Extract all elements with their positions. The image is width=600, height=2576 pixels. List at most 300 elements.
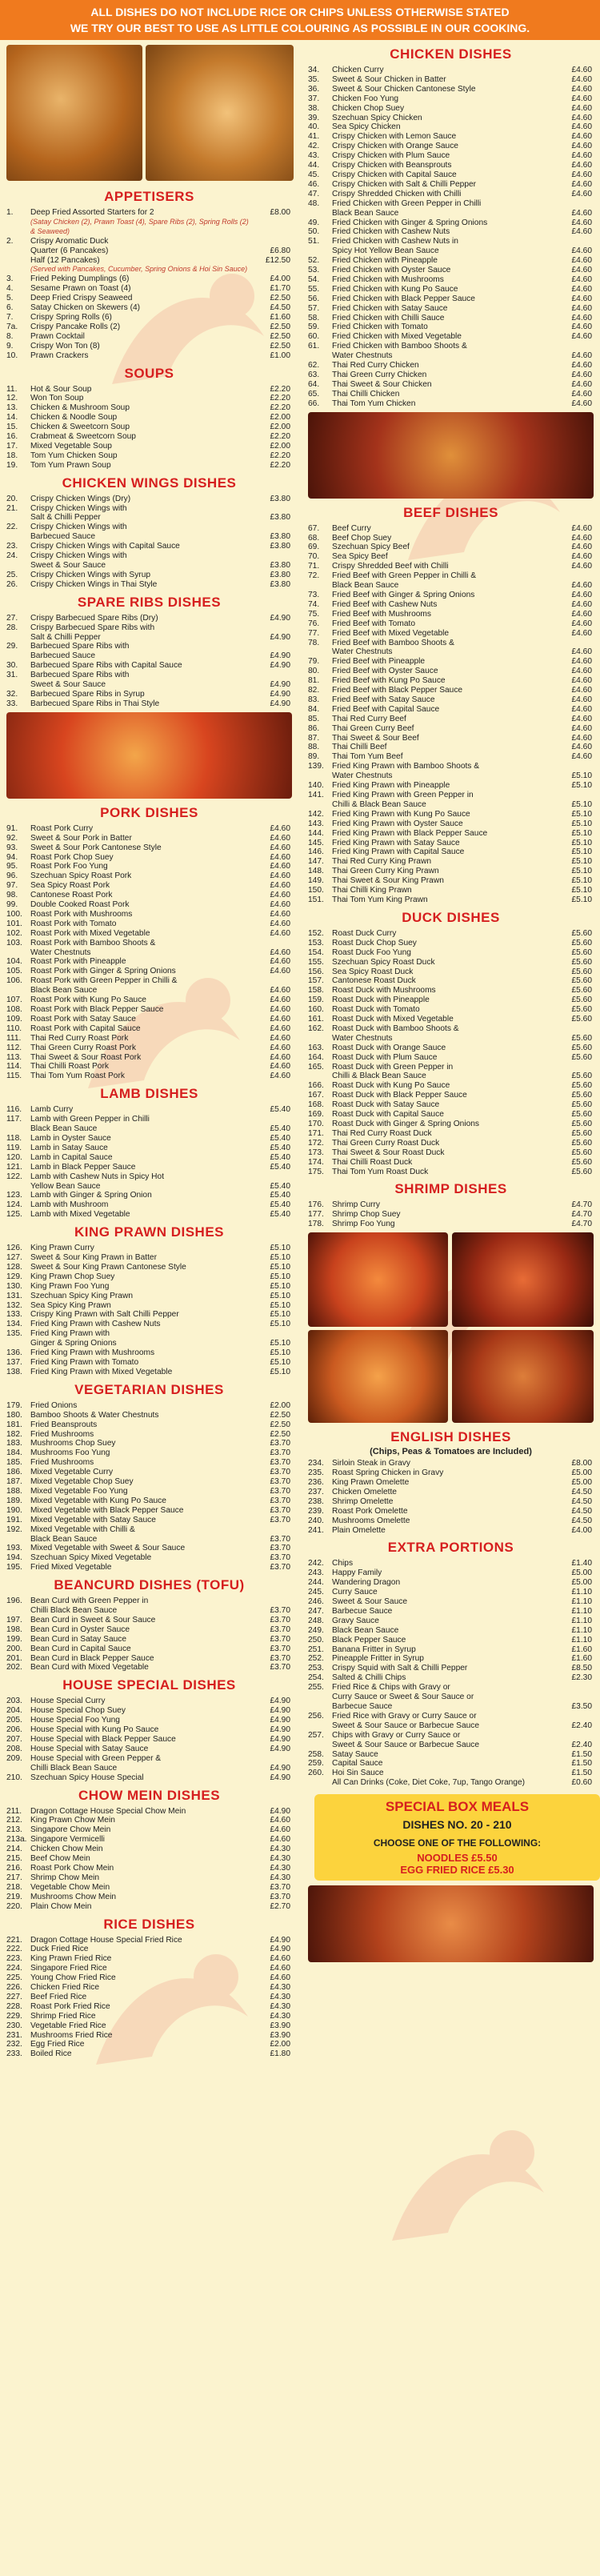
menu-item [308, 314, 592, 323]
item-price: £4.90 [270, 1935, 290, 1945]
item-price: £4.60 [270, 900, 290, 910]
item-name: Fried King Prawn with Kung Po Sauce [332, 809, 470, 819]
item-name: Fried Chicken with Mushrooms [332, 274, 444, 284]
item-name: Crispy King Prawn with Salt Chilli Pepper [30, 1310, 179, 1320]
item-name: Barbecued Spare Ribs with Capital Sauce [30, 661, 182, 671]
item-number: 104. [6, 957, 22, 967]
item-name: Thai Tom Yum Chicken [332, 399, 416, 408]
item-number: 233. [6, 2049, 22, 2059]
menu-item [6, 1163, 290, 1172]
item-name: Crispy Chicken with Lemon Sauce [332, 132, 457, 142]
item-name: Roast Duck with Pineapple [332, 996, 430, 1005]
item-name: Crispy Chicken with Orange Sauce [332, 142, 458, 151]
item-number: 70. [308, 552, 320, 562]
item-name: Chicken Curry [332, 66, 384, 74]
item-name: Fried Chicken with Green Pepper in Chilli [332, 198, 482, 208]
item-price: £3.70 [270, 1882, 290, 1892]
menu-item [308, 237, 592, 246]
item-number: 154. [308, 947, 324, 957]
item-price: £4.60 [270, 1033, 290, 1043]
item-name: Dragon Cottage House Special Fried Rice [30, 1935, 182, 1945]
photo-beef [302, 412, 600, 500]
item-number: 97. [6, 881, 18, 891]
item-name: Roast Duck Chop Suey [332, 938, 417, 947]
item-name: King Prawn Chop Suey [30, 1272, 115, 1281]
menu-item [6, 2021, 290, 2031]
menu-item [6, 1310, 290, 1320]
item-price: £5.60 [571, 1015, 592, 1024]
item-number: 57. [308, 303, 320, 313]
item-number: 200. [6, 1644, 22, 1653]
item-number: 128. [6, 1262, 22, 1272]
menu-item [308, 1497, 592, 1507]
item-number: 21. [6, 503, 18, 513]
item-name: Chilli Black Bean Sauce [30, 1606, 118, 1616]
item-name: Egg Fried Rice [30, 2040, 85, 2049]
menu-item [308, 227, 592, 237]
item-name: Pineapple Fritter in Syrup [332, 1654, 424, 1664]
item-name: Roast Duck with Kung Po Sauce [332, 1081, 450, 1091]
item-name: Mushrooms Fried Rice [30, 2030, 113, 2040]
section-title: LAMB DISHES [100, 1086, 198, 1102]
menu-item [308, 1110, 592, 1120]
item-name: Chicken Fried Rice [30, 1983, 100, 1993]
item-number: 121. [6, 1162, 22, 1172]
item-name: Crispy Chicken with Capital Sauce [332, 170, 457, 179]
item-price: £4.60 [270, 891, 290, 900]
item-name: House Special Chop Suey [30, 1706, 126, 1716]
section-title: ENGLISH DISHES [390, 1429, 511, 1445]
item-name: Fried Beef with Bamboo Shoots & [332, 638, 454, 647]
item-name: Singapore Vermicelli [30, 1835, 105, 1845]
item-name: Fried King Prawn with Pineapple [332, 781, 450, 791]
item-price: £5.10 [571, 886, 592, 895]
menu-item [308, 256, 592, 266]
menu-item [6, 1525, 290, 1535]
item-number [6, 1606, 30, 1616]
item-name: Fried Mushrooms [30, 1429, 94, 1439]
item-number: 56. [308, 294, 320, 303]
item-number: 55. [308, 284, 320, 294]
item-price: £4.60 [270, 871, 290, 881]
item-price: £4.90 [270, 689, 290, 699]
item-name: Chicken & Mushroom Soup [30, 403, 130, 413]
item-number: 221. [6, 1935, 22, 1945]
item-price: £5.10 [270, 1367, 290, 1376]
item-price: £3.80 [270, 532, 290, 542]
menu-item [6, 1516, 290, 1525]
section-title: SPARE RIBS DISHES [77, 594, 222, 610]
item-name: Fried Mushrooms [30, 1458, 94, 1468]
menu-item [6, 1124, 290, 1134]
item-price: £5.60 [571, 996, 592, 1005]
menu-item [308, 895, 592, 905]
menu-item [6, 571, 290, 580]
menu-item [308, 1158, 592, 1168]
item-price: £2.30 [571, 1673, 592, 1683]
menu-item [308, 829, 592, 839]
menu-item [308, 839, 592, 848]
item-price: £4.60 [571, 266, 592, 275]
item-number: 12. [6, 394, 18, 403]
item-price: £2.00 [270, 441, 290, 451]
menu-item [308, 1034, 592, 1044]
item-price: £4.90 [270, 1735, 290, 1744]
item-name: Salt & Chilli Pepper [30, 632, 101, 642]
item-price: £4.50 [571, 1496, 592, 1506]
item-name: Sweet & Sour Pork in Batter [30, 833, 132, 843]
item-price: £1.10 [571, 1635, 592, 1645]
item-number [6, 651, 30, 661]
item-number: 214. [6, 1845, 22, 1854]
item-name: Barbecue Sauce [332, 1702, 393, 1711]
menu-item [6, 661, 290, 671]
menu-item [308, 246, 592, 256]
item-name: Shrimp Chop Suey [332, 1210, 401, 1220]
menu-item [308, 1645, 592, 1655]
menu-item [6, 843, 290, 853]
section-title: APPETISERS [104, 189, 194, 204]
item-price: £5.60 [571, 1033, 592, 1043]
item-name: Beef Fried Rice [30, 1992, 87, 2001]
menu-item [308, 752, 592, 762]
item-price: £2.20 [270, 460, 290, 470]
menu-item [6, 294, 290, 303]
menu-item [6, 1563, 290, 1572]
item-price: £5.40 [270, 1200, 290, 1210]
item-name: Fried Beef with Oyster Sauce [332, 667, 438, 676]
menu-item [308, 1044, 592, 1053]
item-price [255, 1329, 290, 1339]
menu-item [308, 976, 592, 986]
item-number: 131. [6, 1291, 22, 1300]
item-number: 228. [6, 2001, 22, 2011]
item-price: £1.10 [571, 1616, 592, 1625]
menu-section [302, 505, 600, 763]
item-name: Lamb Curry [30, 1105, 74, 1115]
menu-item [308, 1053, 592, 1063]
menu-item [6, 1282, 290, 1292]
item-price: £2.50 [270, 322, 290, 331]
item-name: Fried Beef with Satay Sauce [332, 695, 435, 704]
item-number [308, 1741, 332, 1750]
item-price [255, 551, 290, 561]
item-name: Fried Beef with Pineapple [332, 657, 426, 667]
item-price: £1.50 [571, 1759, 592, 1769]
item-name: Roast Spring Chicken in Gravy [332, 1468, 444, 1478]
menu-item [308, 996, 592, 1005]
menu-item [308, 1081, 592, 1091]
item-number: 230. [6, 2021, 22, 2030]
item-number: 50. [308, 227, 320, 237]
item-name: Crispy Chicken Wings with Syrup [30, 570, 151, 579]
item-name: Fried King Prawn with Bamboo Shoots & [332, 762, 480, 771]
item-price: £3.70 [270, 1439, 290, 1448]
item-name: Curry Sauce or Sweet & Sour Sauce or [332, 1693, 474, 1702]
item-name: Beef Chow Mein [30, 1854, 90, 1864]
item-price: £12.50 [265, 255, 290, 265]
item-price: £3.80 [270, 570, 290, 579]
menu-item [308, 1683, 592, 1693]
item-name: Barbecued Spare Ribs in Thai Style [30, 699, 160, 708]
item-number: 198. [6, 1625, 22, 1634]
item-number: 91. [6, 823, 18, 833]
item-name: Water Chestnuts [332, 351, 393, 361]
item-price [255, 642, 290, 651]
item-name: Thai Green Curry Chicken [332, 371, 427, 379]
item-name: Crispy Squid with Salt & Chilli Pepper [332, 1664, 468, 1673]
item-number: 143. [308, 819, 324, 828]
item-name: Roast Pork with Tomato [30, 919, 117, 928]
item-name: Thai Green Curry King Prawn [332, 867, 439, 876]
item-name: Bean Curd with Mixed Vegetable [30, 1663, 149, 1673]
menu-item [6, 532, 290, 542]
item-price [255, 237, 290, 246]
menu-item [6, 1034, 290, 1044]
item-number: 87. [308, 733, 320, 743]
item-name: Roast Pork with Black Pepper Sauce [30, 1005, 164, 1014]
item-price: £4.60 [571, 619, 592, 628]
item-price: £8.00 [571, 1459, 592, 1468]
menu-item [6, 834, 290, 843]
item-name: Sea Spicy King Prawn [30, 1300, 111, 1310]
menu-item [6, 451, 290, 461]
item-name: Sirloin Steak in Gravy [332, 1459, 410, 1468]
item-name: Singapore Fried Rice [30, 1964, 107, 1973]
menu-item [308, 762, 592, 771]
menu-item [308, 724, 592, 734]
menu-item [6, 996, 290, 1005]
section-title: PORK DISHES [100, 804, 198, 820]
item-price: £4.60 [270, 957, 290, 967]
item-name: Bean Curd in Oyster Sauce [30, 1625, 130, 1634]
item-number: 184. [6, 1448, 22, 1458]
item-number: 219. [6, 1892, 22, 1901]
item-price: £4.60 [270, 1973, 290, 1983]
item-price: £5.60 [571, 1128, 592, 1138]
item-price: £3.70 [270, 1563, 290, 1572]
menu-item [6, 1544, 290, 1553]
item-price: £4.60 [270, 909, 290, 919]
item-price: £4.60 [270, 1954, 290, 1964]
item-price: £1.60 [571, 1654, 592, 1664]
menu-item [308, 581, 592, 591]
menu-item [308, 1015, 592, 1024]
item-number: 23. [6, 542, 18, 551]
menu-item [308, 1731, 592, 1741]
menu-item [308, 390, 592, 399]
photo-bottom [302, 1885, 600, 1965]
item-price: £4.50 [270, 303, 290, 313]
menu-item [308, 610, 592, 619]
item-number: 138. [6, 1367, 22, 1376]
promo-rice: EGG FRIED RICE £5.30 [400, 1864, 514, 1877]
item-name: Lamb with Mixed Vegetable [30, 1210, 130, 1220]
item-number: 205. [6, 1716, 22, 1725]
item-number [6, 680, 30, 690]
menu-item [6, 2002, 290, 2012]
item-number: 155. [308, 957, 324, 967]
menu-section [302, 910, 600, 1177]
menu-item [308, 968, 592, 977]
menu-item [6, 1053, 290, 1063]
item-price: £5.60 [571, 1120, 592, 1128]
menu-item [308, 1507, 592, 1516]
item-name: Crispy Aromatic Duck [30, 236, 109, 246]
item-name: Fried Beef with Mushrooms [332, 609, 431, 619]
menu-item [6, 423, 290, 432]
menu-item [308, 1712, 592, 1721]
menu-item [6, 1754, 290, 1764]
item-name: Fried King Prawn with Mushrooms [30, 1348, 155, 1358]
item-number [308, 1072, 332, 1081]
menu-item [6, 1301, 290, 1311]
menu-section [0, 595, 298, 709]
item-number: 147. [308, 857, 324, 867]
menu-item [6, 403, 290, 413]
item-number: 216. [6, 1863, 22, 1873]
item-price [255, 523, 290, 532]
item-price: £3.80 [270, 494, 290, 503]
item-name: Mixed Vegetable Foo Yung [30, 1486, 128, 1496]
menu-item [308, 1526, 592, 1536]
item-price: £4.60 [571, 74, 592, 84]
item-number: 141. [308, 791, 324, 799]
item-number: 222. [6, 1945, 22, 1954]
menu-section [0, 475, 298, 590]
menu-item [308, 939, 592, 948]
item-price: £5.60 [571, 1091, 592, 1100]
item-price: £4.60 [571, 227, 592, 237]
item-price: £4.60 [270, 1014, 290, 1024]
menu-item [308, 1750, 592, 1760]
menu-item [6, 690, 290, 699]
item-price: £4.60 [571, 752, 592, 762]
item-number: 93. [6, 843, 18, 852]
item-number: 33. [6, 699, 18, 708]
menu-item [308, 791, 592, 800]
item-number: 251. [308, 1645, 324, 1654]
item-price: £4.60 [571, 294, 592, 303]
item-price: £4.60 [270, 996, 290, 1005]
menu-section [302, 1429, 600, 1535]
item-price: £2.40 [571, 1740, 592, 1749]
item-price: £5.40 [270, 1191, 290, 1200]
menu-item [6, 862, 290, 871]
item-price: £4.60 [571, 256, 592, 266]
item-number: 165. [308, 1062, 324, 1072]
item-number: 98. [6, 891, 18, 900]
item-name: Crispy Chicken Wings with Capital Sauce [30, 542, 180, 551]
menu-item [308, 1741, 592, 1750]
item-price: £4.60 [270, 1062, 290, 1072]
menu-item [6, 891, 290, 900]
item-price: £4.60 [571, 581, 592, 591]
item-price: £5.10 [571, 876, 592, 886]
item-number: 73. [308, 590, 320, 599]
menu-item [308, 1702, 592, 1712]
menu-item [6, 1854, 290, 1864]
item-name: Yellow Bean Sauce [30, 1181, 101, 1191]
item-price: £2.40 [571, 1721, 592, 1730]
item-name: Roast Duck with Green Pepper in [332, 1062, 454, 1072]
item-price: £1.10 [571, 1597, 592, 1607]
item-number: 243. [308, 1568, 324, 1578]
item-price: £3.70 [270, 1477, 290, 1487]
menu-item [6, 1320, 290, 1329]
item-price: £4.70 [571, 1200, 592, 1210]
item-price: £2.00 [270, 1400, 290, 1410]
item-number: 201. [6, 1653, 22, 1663]
item-number: 162. [308, 1024, 324, 1033]
item-price: £1.70 [270, 284, 290, 294]
item-number: 202. [6, 1663, 22, 1673]
item-name: Mushrooms Foo Yung [30, 1448, 110, 1458]
item-price: £4.50 [571, 1506, 592, 1516]
menu-item [6, 1606, 290, 1616]
menu-item [6, 1936, 290, 1945]
item-price: £5.10 [571, 828, 592, 838]
menu-item [308, 686, 592, 695]
item-name: Dragon Cottage House Special Chow Mein [30, 1806, 186, 1816]
menu-item [308, 1607, 592, 1617]
section-title: CHICKEN DISHES [390, 46, 512, 62]
item-number [6, 948, 30, 958]
item-number: 255. [308, 1683, 324, 1693]
item-price: £4.90 [270, 661, 290, 671]
item-number: 62. [308, 361, 320, 371]
item-price: £5.10 [571, 867, 592, 876]
item-price: £4.60 [571, 609, 592, 619]
item-name: Water Chestnuts [332, 1033, 393, 1043]
menu-item [6, 542, 290, 551]
item-name: Crispy Barbecued Spare Ribs (Dry) [30, 613, 158, 623]
item-name: Bean Curd in Sweet & Sour Sauce [30, 1615, 156, 1625]
item-number: 43. [308, 151, 320, 161]
menu-section [0, 1382, 298, 1572]
item-number: 41. [308, 132, 320, 142]
menu-item [308, 1617, 592, 1626]
menu-item [6, 1535, 290, 1544]
item-name: Thai Tom Yum Roast Duck [332, 1167, 429, 1176]
item-price: £5.10 [270, 1244, 290, 1253]
item-name: Bean Curd in Capital Sauce [30, 1644, 131, 1653]
item-number [6, 256, 30, 266]
item-number: 103. [6, 938, 22, 947]
item-number: 238. [308, 1496, 324, 1506]
item-price: £5.60 [571, 1138, 592, 1148]
item-price: £4.60 [270, 967, 290, 976]
menu-item [6, 881, 290, 891]
menu-item [308, 1072, 592, 1081]
item-price: £4.60 [571, 113, 592, 122]
item-price: £5.10 [571, 781, 592, 791]
item-name: Barbecued Spare Ribs with [30, 671, 130, 680]
item-price: £4.60 [270, 1043, 290, 1052]
item-number: 213. [6, 1825, 22, 1835]
menu-section [302, 762, 600, 905]
item-name: Half (12 Pancakes) [30, 255, 100, 265]
item-name: Fried Rice with Gravy or Curry Sauce or [332, 1711, 477, 1721]
item-number: 80. [308, 667, 320, 676]
item-price: £2.20 [270, 403, 290, 413]
item-name: Thai Sweet & Sour King Prawn [332, 876, 444, 886]
item-number: 199. [6, 1634, 22, 1644]
item-price: £3.70 [270, 1553, 290, 1563]
item-price: £4.90 [270, 613, 290, 623]
item-number: 105. [6, 967, 22, 976]
item-price: £4.60 [571, 543, 592, 552]
